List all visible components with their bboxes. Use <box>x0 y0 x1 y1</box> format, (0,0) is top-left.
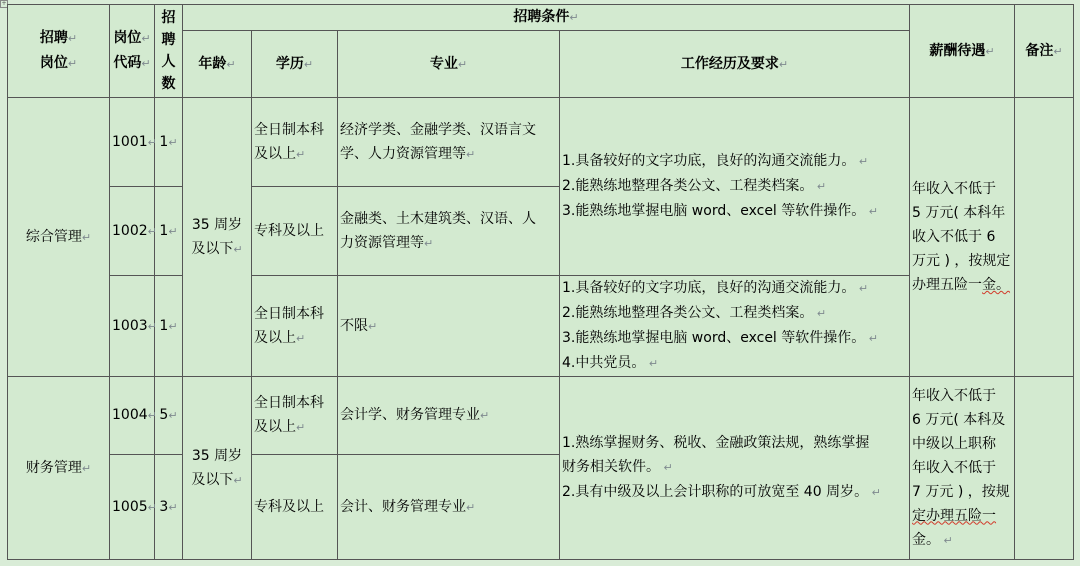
header-code: 岗位↵ 代码↵ <box>110 5 155 98</box>
table-row <box>8 377 1074 455</box>
education-cell: 专科及以上 <box>252 455 338 560</box>
code-cell: 1003↵ <box>110 276 155 377</box>
position-cell: 综合管理↵ <box>8 98 110 377</box>
requirements-cell: 1.熟练掌握财务、税收、金融政策法规，熟练掌握 财务相关软件。 ↵ 2.具有中级及以上会计职称的可放宽至 40 周岁。 ↵ <box>560 377 910 560</box>
header-conditions: 招聘条件↵ <box>183 5 910 31</box>
header-experience: 工作经历及要求↵ <box>560 31 910 98</box>
age-cell: 35 周岁 及以下↵ <box>183 377 252 560</box>
count-cell: 5↵ <box>155 377 183 455</box>
remarks-cell <box>1015 98 1074 377</box>
code-cell: 1005↵ <box>110 455 155 560</box>
code-cell: 1001↵ <box>110 98 155 187</box>
education-cell: 全日制本科 及以上↵ <box>252 377 338 455</box>
count-cell: 1↵ <box>155 187 183 276</box>
code-cell: 1002↵ <box>110 187 155 276</box>
header-remarks: 备注↵ <box>1015 5 1074 98</box>
age-cell: 35 周岁 及以下↵ <box>183 98 252 377</box>
education-cell: 专科及以上 <box>252 187 338 276</box>
header-age: 年龄↵ <box>183 31 252 98</box>
recruitment-table <box>7 4 1074 560</box>
code-cell: 1004↵ <box>110 377 155 455</box>
count-cell: 1↵ <box>155 98 183 187</box>
education-cell: 全日制本科 及以上↵ <box>252 276 338 377</box>
major-cell: 经济学类、金融学类、汉语言文 学、人力资源管理等↵ <box>338 98 560 187</box>
major-cell: 会计、财务管理专业↵ <box>338 455 560 560</box>
requirements-cell: 1.具备较好的文字功底，良好的沟通交流能力。 ↵ 2.能熟练地整理各类公文、工程类档案。 ↵ 3.能熟练地掌握电脑 word、excel 等软件操作。 ↵ 4.中共党员。 ↵ <box>560 276 910 377</box>
table-row <box>8 98 1074 187</box>
count-cell: 3↵ <box>155 455 183 560</box>
position-cell: 财务管理↵ <box>8 377 110 560</box>
table-anchor-icon[interactable]: + <box>1 0 7 7</box>
major-cell: 不限↵ <box>338 276 560 377</box>
count-cell: 1↵ <box>155 276 183 377</box>
major-cell: 会计学、财务管理专业↵ <box>338 377 560 455</box>
major-cell: 金融类、土木建筑类、汉语、人 力资源管理等↵ <box>338 187 560 276</box>
education-cell: 全日制本科 及以上↵ <box>252 98 338 187</box>
header-education: 学历↵ <box>252 31 338 98</box>
requirements-cell: 1.具备较好的文字功底，良好的沟通交流能力。 ↵ 2.能熟练地整理各类公文、工程类档案。 ↵ 3.能熟练地掌握电脑 word、excel 等软件操作。 ↵ <box>560 98 910 276</box>
header-position: 招聘↵ 岗位↵ <box>8 5 110 98</box>
salary-cell: 年收入不低于 5 万元( 本科年 收入不低于 6 万元 ) ，按规定 办理五险一金。 <box>910 98 1015 377</box>
salary-cell: 年收入不低于 6 万元( 本科及 中级以上职称 年收入不低于 7 万元 ) ，按规 定办理五险一 金。 ↵ <box>910 377 1015 560</box>
header-row-1 <box>8 5 1074 31</box>
remarks-cell <box>1015 377 1074 560</box>
header-salary: 薪酬待遇↵ <box>910 5 1015 98</box>
header-count: 招 聘 人 数 <box>155 5 183 98</box>
header-major: 专业↵ <box>338 31 560 98</box>
